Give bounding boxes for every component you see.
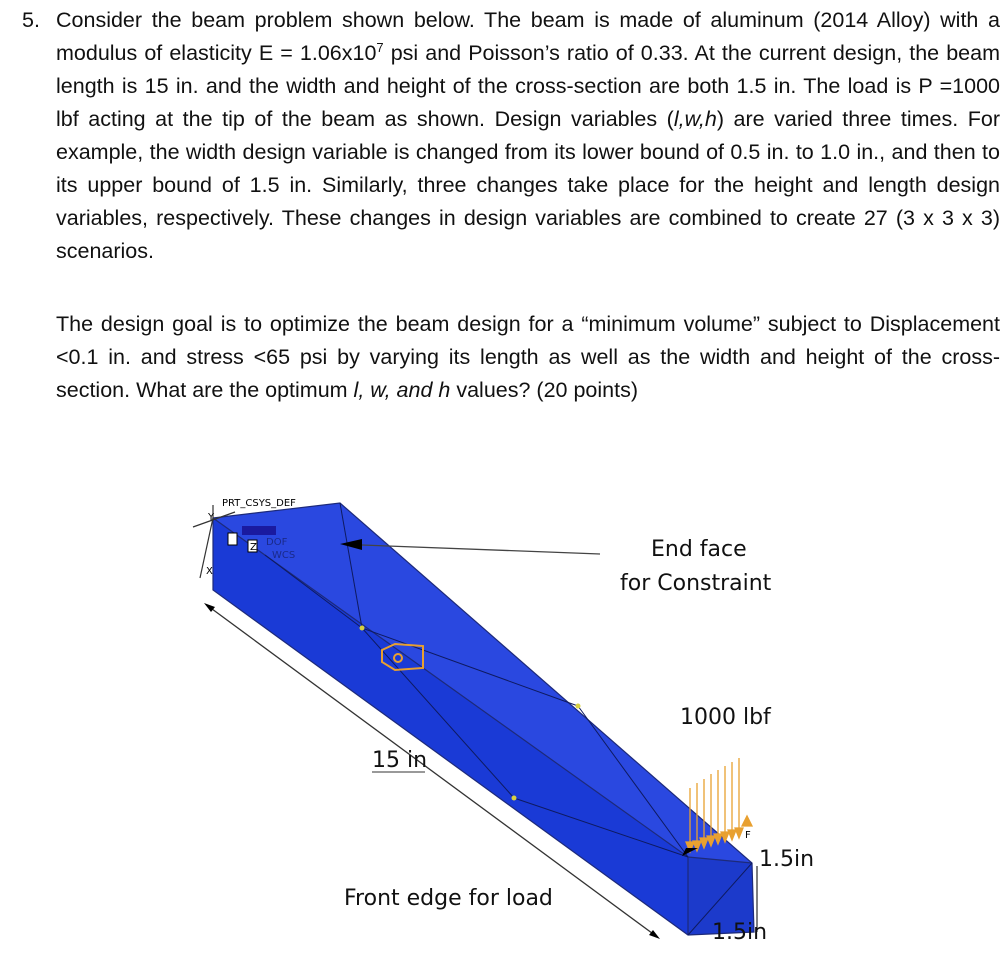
- cad-x-label: X: [206, 566, 213, 577]
- para1-part-a: Consider the beam problem shown below. The beam is made of aluminum (2014 Alloy) with a modulus of elasticity E = 1.06x10: [56, 8, 1000, 65]
- width-label: 1.5in: [712, 920, 768, 945]
- exponent: 7: [376, 39, 384, 55]
- beam-figure: [0, 470, 1008, 976]
- cad-wcs-label: WCS: [272, 550, 296, 561]
- para2-part-a: The design goal is to optimize the beam design for a “minimum volume” subject to Displacement <0.1 in. and stress <65 psi by varying its length as well as the width and height of the cross-section. What are the optimum: [56, 312, 1000, 402]
- para1-part-b: psi and Poisson’s ratio of 0.33. At the current design, the beam length is 15 in. and the width and height of the cross-section are both 1.5 in. The load is P =1000 lbf acting at the tip of the beam as shown. Design variables (: [56, 41, 1000, 131]
- end-face-label: End face: [651, 537, 747, 562]
- para2-part-b: values? (20 points): [450, 378, 639, 402]
- cad-z-label: Z: [250, 542, 257, 553]
- problem-paragraph-2: [56, 308, 1000, 407]
- design-variables: l,w,h: [673, 107, 717, 131]
- csys-box-1: [228, 533, 237, 545]
- load-label: 1000 lbf: [680, 705, 771, 730]
- cad-dof-label: DOF: [266, 537, 288, 548]
- constraint-label: for Constraint: [620, 571, 772, 596]
- front-edge-label: Front edge for load: [344, 886, 553, 911]
- problem-text-1: [56, 4, 1000, 268]
- problem-statement: [22, 4, 1000, 407]
- length-label: 15 in: [372, 748, 428, 773]
- cad-csys-label: PRT_CSYS_DEF: [222, 498, 296, 509]
- para1-part-c: ) are varied three times. For example, the width design variable is changed from its lower bound of 0.5 in. to 1.0 in., and then to its upper bound of 1.5 in. Similarly, three changes take place for the height and length design variables, respectively. These changes in design variables are combined to create 27 (3 x 3 x 3) scenarios.: [56, 107, 1000, 263]
- cad-f-label: F: [745, 830, 751, 841]
- cad-y-label: Y: [208, 512, 215, 523]
- optimum-variables: l, w, and h: [353, 378, 451, 402]
- height-label: 1.5in: [759, 847, 815, 872]
- problem-paragraph-1: [22, 4, 1000, 268]
- problem-number: 5.: [22, 8, 40, 32]
- constraint-marker: [242, 526, 276, 535]
